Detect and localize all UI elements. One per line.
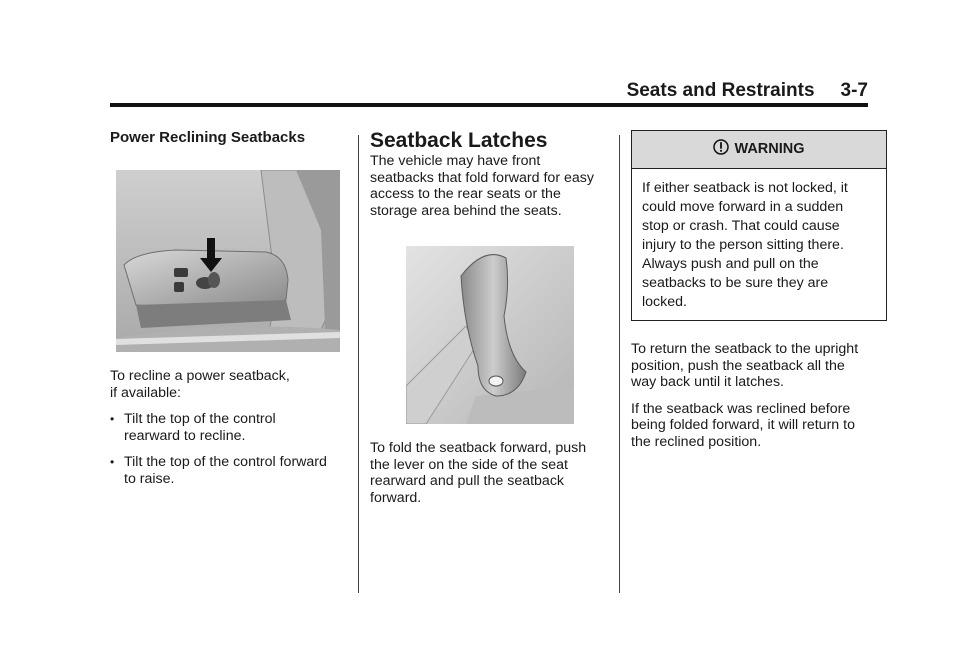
- right-para2-line: the reclined position.: [631, 433, 762, 450]
- bullet-text: rearward to recline.: [124, 427, 246, 444]
- section-title: Seats and Restraints: [626, 80, 815, 101]
- right-para1-line: To return the seatback to the upright: [631, 341, 859, 357]
- warning-line: injury to the person sitting there.: [642, 237, 844, 253]
- warning-line: locked.: [642, 294, 687, 310]
- middle-heading: Seatback Latches: [370, 129, 548, 152]
- left-column: [110, 127, 350, 147]
- middle-para1-line: storage area behind the seats.: [370, 202, 562, 219]
- middle-column-text: [370, 440, 610, 506]
- bullet-icon: •: [110, 412, 115, 427]
- warning-body: [632, 169, 886, 320]
- middle-para2-line: rearward and pull the seatback: [370, 473, 565, 490]
- middle-para2-line: the lever on the side of the seat: [370, 456, 568, 473]
- page-header: [600, 80, 868, 102]
- middle-para2-line: To fold the seatback forward, push: [370, 440, 587, 456]
- bullet-item: [110, 411, 355, 444]
- middle-para2-line: forward.: [370, 489, 422, 506]
- middle-para1-line: seatbacks that fold forward for easy: [370, 169, 594, 186]
- middle-column: [370, 127, 610, 219]
- bullet-icon: •: [110, 455, 115, 470]
- warning-line: could move forward in a sudden: [642, 199, 844, 215]
- warning-box: [631, 130, 887, 321]
- column-divider-1: [358, 135, 359, 593]
- middle-para1-line: The vehicle may have front: [370, 153, 541, 169]
- intro-line-2: if available:: [110, 384, 181, 401]
- left-column-text: [110, 368, 355, 488]
- power-seat-control-figure: [116, 170, 340, 352]
- right-para1-line: way back until it latches.: [631, 374, 784, 391]
- right-para1: [631, 341, 887, 391]
- warning-line: Always push and pull on the: [642, 256, 819, 272]
- right-para2-line: If the seatback was reclined before: [631, 400, 851, 417]
- bullet-item: [110, 454, 355, 487]
- bullet-text: Tilt the top of the control forward: [124, 454, 327, 471]
- right-column: [631, 130, 887, 451]
- seatback-latch-figure: [406, 246, 574, 424]
- middle-para1-line: access to the rear seats or the: [370, 186, 561, 203]
- right-para2-line: being folded forward, it will return to: [631, 417, 855, 434]
- bullet-text: to raise.: [124, 470, 175, 487]
- warning-line: seatbacks to be sure they are: [642, 275, 829, 291]
- page-number: 3-7: [840, 80, 868, 101]
- warning-line: stop or crash. That could cause: [642, 218, 840, 234]
- column-divider-2: [619, 135, 620, 593]
- warning-header: [632, 131, 886, 169]
- warning-title: WARNING: [734, 141, 805, 158]
- intro-line-1: To recline a power seatback,: [110, 368, 290, 384]
- warning-icon: [713, 139, 729, 160]
- warning-line: If either seatback is not locked, it: [642, 180, 848, 196]
- bullet-text: Tilt the top of the control: [124, 411, 276, 428]
- right-para2: [631, 401, 887, 451]
- left-heading: Power Reclining Seatbacks: [110, 129, 306, 146]
- right-para1-line: position, push the seatback all the: [631, 357, 845, 374]
- header-rule: [110, 103, 868, 107]
